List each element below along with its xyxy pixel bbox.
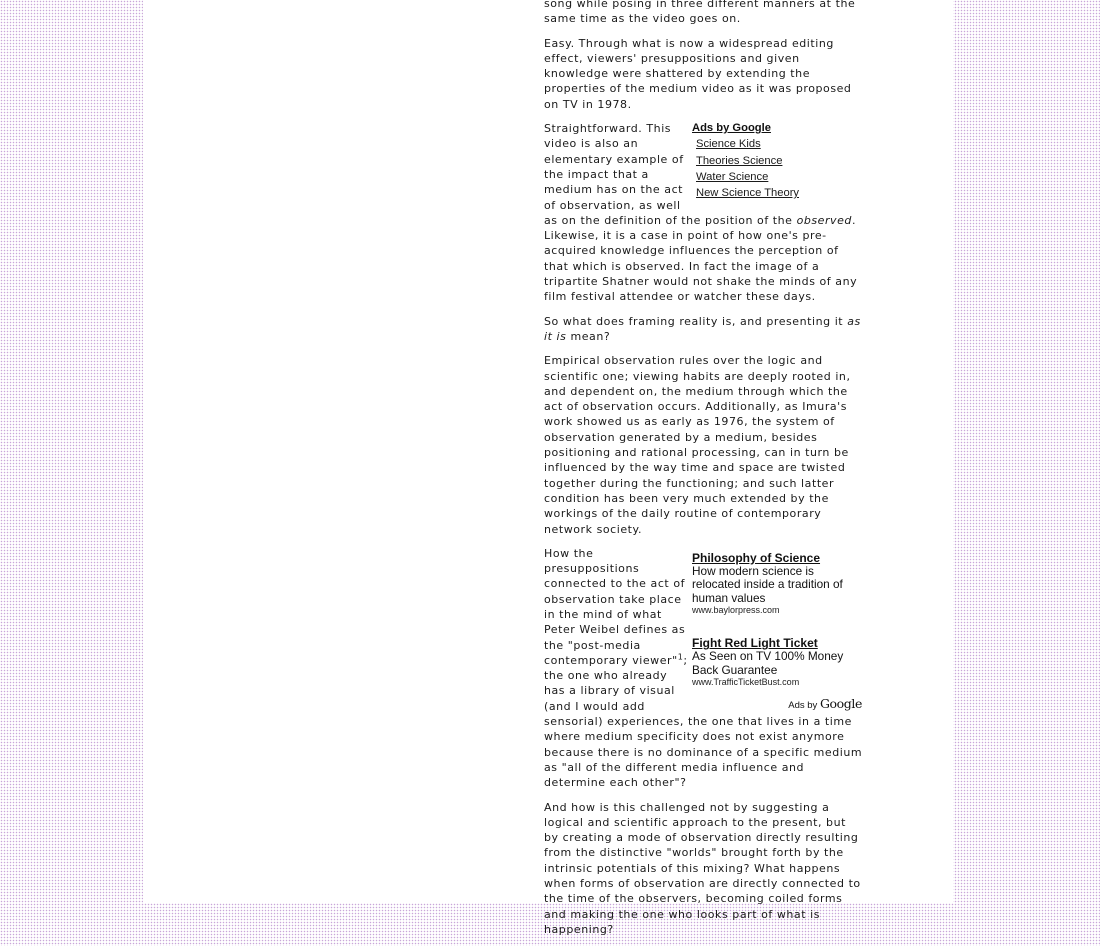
ad-description: How modern science is relocated inside a tradition of human values <box>692 563 843 605</box>
ad-link-new-science-theory[interactable]: New Science Theory <box>696 187 800 200</box>
ad-link-water-science[interactable]: Water Science <box>696 170 769 183</box>
ad-link-science-kids[interactable]: Science Kids <box>696 138 761 151</box>
paragraph-6-text-b: ; the one who already has a library of visual (and I would add sensorial) experiences, the one that lives in a time where medium specificity does not exist anymore because there is no dominance of a specific medium as "all of the different media influence and determine each other"? <box>544 653 863 790</box>
paragraph-4-text-b: mean? <box>566 329 611 343</box>
paragraph-5: Empirical observation rules over the logic and scientific one; viewing habits are deeply rooted in, and dependent on, the medium through which the act of observation occurs. Additionally, as Imura's work showed us as early as 1976, the system of observation generated by a medium, besides positioning and rational processing, can in turn be influenced by the way time and space are twisted together during the functioning; and such latter condition has been very much extended by the workings of the daily routine of contemporary network society. <box>544 354 851 536</box>
ad-url[interactable]: www.TrafficTicketBust.com <box>692 677 800 688</box>
paragraph-6-text-a: How the presuppositions connected to the act of observation take place in the mind of what Peter Weibel defines as the "post-media contemporary viewer" <box>544 546 686 667</box>
ad-url[interactable]: www.baylorpress.com <box>692 605 780 616</box>
ad-description: As Seen on TV 100% Money Back Guarantee <box>692 649 844 677</box>
ad-unit-red-light <box>692 636 864 688</box>
ad-unit-philosophy <box>692 551 864 617</box>
ads-by-google-link[interactable]: Ads by Google <box>692 122 771 135</box>
article-body <box>544 0 864 946</box>
ad-title-philosophy-of-science[interactable]: Philosophy of Science <box>692 550 821 565</box>
paragraph-4-emphasis: as it is <box>544 314 861 343</box>
paragraph-6-block <box>544 546 864 800</box>
ads-by-label: Ads by <box>788 700 818 712</box>
google-text-ads <box>692 551 864 714</box>
google-logo-text: Google <box>819 696 862 712</box>
paragraph-7: And how is this challenged not by suggesting a logical and scientific approach to the present, but by creating a mode of observation directly resulting from the distinctive "worlds" brought forth by the intrinsic potentials of this mixing? What happens when forms of observation are directly connected to the time of the observers, becoming coiled forms and making the one who looks part of what is happening? <box>544 800 861 936</box>
footnote-ref-1[interactable]: 1 <box>677 652 684 662</box>
ad-title-fight-red-light-ticket[interactable]: Fight Red Light Ticket <box>692 636 818 651</box>
paragraph-3-text-b: . Likewise, it is a case in point of how one's pre-acquired knowledge influences the perception of that which is observed. In fact the image of a tripartite Shatner would not shake the minds of any film festival attendee or watcher these days. <box>544 213 858 304</box>
paragraph-4 <box>544 314 864 345</box>
paragraph-3-emphasis: observed <box>796 213 852 227</box>
page-column <box>143 0 953 936</box>
paragraph-2: Easy. Through what is now a widespread editing effect, viewers' presuppositions and given knowledge were shattered by extending the properties of the medium video as it was proposed on TV in 1978. <box>544 36 852 111</box>
ad-link-theories-science[interactable]: Theories Science <box>696 154 783 167</box>
ads-by-google-badge[interactable] <box>692 696 864 713</box>
google-ad-links <box>692 121 864 201</box>
paragraph-1: song while posing in three different manners at the same time as the video goes on. <box>544 0 856 26</box>
paragraph-4-text-a: So what does framing reality is, and presenting it <box>544 314 848 328</box>
paragraph-3-block <box>544 121 864 314</box>
paragraph-3-text-a: Straightforward. This video is also an elementary example of the impact that a medium has on the act of observation, as well as on the definition of the position of the <box>544 122 797 227</box>
